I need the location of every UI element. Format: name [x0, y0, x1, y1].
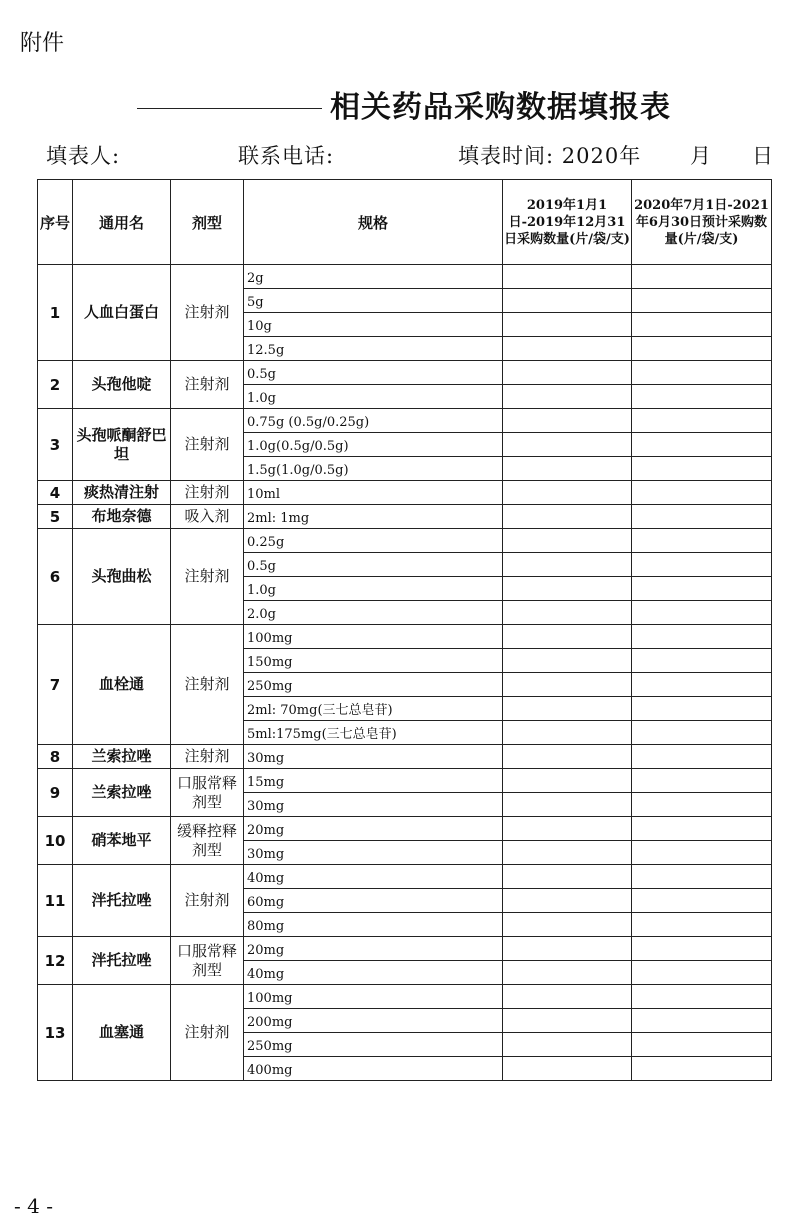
qty-2020-cell[interactable]	[632, 361, 772, 385]
spec-cell: 250mg	[244, 1033, 503, 1057]
drug-name-cell: 血塞通	[73, 985, 171, 1081]
page-title: 相关药品采购数据填报表	[330, 90, 671, 125]
qty-2019-cell[interactable]	[503, 409, 632, 433]
qty-2019-cell[interactable]	[503, 505, 632, 529]
qty-2019-cell[interactable]	[503, 985, 632, 1009]
drug-number-cell: 11	[38, 865, 73, 937]
drug-name-cell: 头孢曲松	[73, 529, 171, 625]
qty-2020-cell[interactable]	[632, 649, 772, 673]
qty-2019-cell[interactable]	[503, 865, 632, 889]
header-spec: 规格	[244, 180, 503, 265]
header-name: 通用名	[73, 180, 171, 265]
qty-2019-cell[interactable]	[503, 961, 632, 985]
spec-cell: 0.75g (0.5g/0.25g)	[244, 409, 503, 433]
dosage-form-cell: 吸入剂	[171, 505, 244, 529]
qty-2019-cell[interactable]	[503, 625, 632, 649]
qty-2020-cell[interactable]	[632, 553, 772, 577]
spec-cell: 30mg	[244, 745, 503, 769]
spec-cell: 5ml:175mg(三七总皂苷)	[244, 721, 503, 745]
qty-2019-cell[interactable]	[503, 841, 632, 865]
qty-2019-cell[interactable]	[503, 913, 632, 937]
qty-2019-cell[interactable]	[503, 649, 632, 673]
table-row	[38, 409, 772, 433]
qty-2020-cell[interactable]	[632, 769, 772, 793]
drug-name-cell: 痰热清注射	[73, 481, 171, 505]
qty-2019-cell[interactable]	[503, 673, 632, 697]
qty-2019-cell[interactable]	[503, 769, 632, 793]
table-row	[38, 505, 772, 529]
header-form: 剂型	[171, 180, 244, 265]
purchase-data-table	[37, 179, 772, 1081]
qty-2020-cell[interactable]	[632, 433, 772, 457]
table-row	[38, 481, 772, 505]
dosage-form-cell: 缓释控释剂型	[171, 817, 244, 865]
drug-name-cell: 血栓通	[73, 625, 171, 745]
qty-2020-cell[interactable]	[632, 745, 772, 769]
qty-2019-cell[interactable]	[503, 553, 632, 577]
drug-number-cell: 8	[38, 745, 73, 769]
qty-2019-cell[interactable]	[503, 577, 632, 601]
qty-2019-cell[interactable]	[503, 481, 632, 505]
spec-cell: 30mg	[244, 793, 503, 817]
spec-cell: 20mg	[244, 817, 503, 841]
drug-name-cell: 头孢哌酮舒巴坦	[73, 409, 171, 481]
qty-2020-cell[interactable]	[632, 577, 772, 601]
qty-2020-cell[interactable]	[632, 1009, 772, 1033]
qty-2020-cell[interactable]	[632, 841, 772, 865]
drug-number-cell: 9	[38, 769, 73, 817]
qty-2020-cell[interactable]	[632, 937, 772, 961]
qty-2019-cell[interactable]	[503, 457, 632, 481]
qty-2020-cell[interactable]	[632, 289, 772, 313]
drug-name-cell: 兰索拉唑	[73, 745, 171, 769]
qty-2020-cell[interactable]	[632, 865, 772, 889]
qty-2020-cell[interactable]	[632, 505, 772, 529]
qty-2020-cell[interactable]	[632, 697, 772, 721]
phone-label: 联系电话:	[238, 144, 335, 168]
annex-label: 附件	[20, 31, 65, 56]
spec-cell: 100mg	[244, 625, 503, 649]
drug-name-cell: 泮托拉唑	[73, 937, 171, 985]
drug-number-cell: 12	[38, 937, 73, 985]
qty-2019-cell[interactable]	[503, 817, 632, 841]
spec-cell: 80mg	[244, 913, 503, 937]
spec-cell: 200mg	[244, 1009, 503, 1033]
qty-2020-cell[interactable]	[632, 385, 772, 409]
drug-name-cell: 硝苯地平	[73, 817, 171, 865]
drug-name-cell: 头孢他啶	[73, 361, 171, 409]
drug-name-cell: 人血白蛋白	[73, 265, 171, 361]
day-label: 日	[752, 144, 774, 168]
table-row	[38, 361, 772, 385]
qty-2019-cell[interactable]	[503, 889, 632, 913]
spec-cell: 1.5g(1.0g/0.5g)	[244, 457, 503, 481]
spec-cell: 10ml	[244, 481, 503, 505]
spec-cell: 60mg	[244, 889, 503, 913]
spec-cell: 5g	[244, 289, 503, 313]
table-row	[38, 817, 772, 841]
qty-2020-cell[interactable]	[632, 913, 772, 937]
dosage-form-cell: 注射剂	[171, 985, 244, 1081]
spec-cell: 0.25g	[244, 529, 503, 553]
qty-2019-cell[interactable]	[503, 313, 632, 337]
spec-cell: 2ml: 70mg(三七总皂苷)	[244, 697, 503, 721]
dosage-form-cell: 注射剂	[171, 481, 244, 505]
dosage-form-cell: 注射剂	[171, 529, 244, 625]
qty-2020-cell[interactable]	[632, 481, 772, 505]
spec-cell: 1.0g	[244, 385, 503, 409]
qty-2020-cell[interactable]	[632, 985, 772, 1009]
title-blank-line	[137, 108, 322, 109]
spec-cell: 10g	[244, 313, 503, 337]
drug-name-cell: 布地奈德	[73, 505, 171, 529]
qty-2020-cell[interactable]	[632, 265, 772, 289]
table-header-row	[38, 180, 772, 265]
qty-2019-cell[interactable]	[503, 793, 632, 817]
dosage-form-cell: 注射剂	[171, 625, 244, 745]
qty-2019-cell[interactable]	[503, 289, 632, 313]
qty-2020-cell[interactable]	[632, 721, 772, 745]
qty-2020-cell[interactable]	[632, 601, 772, 625]
dosage-form-cell: 注射剂	[171, 745, 244, 769]
spec-cell: 400mg	[244, 1057, 503, 1081]
dosage-form-cell: 注射剂	[171, 361, 244, 409]
fill-time-label: 填表时间: 2020年	[458, 144, 642, 168]
table-row	[38, 265, 772, 289]
spec-cell: 150mg	[244, 649, 503, 673]
qty-2019-cell[interactable]	[503, 1033, 632, 1057]
qty-2019-cell[interactable]	[503, 529, 632, 553]
table-body	[38, 265, 772, 1081]
qty-2019-cell[interactable]	[503, 745, 632, 769]
qty-2020-cell[interactable]	[632, 1057, 772, 1081]
page-number: - 4 -	[14, 1194, 53, 1218]
dosage-form-cell: 口服常释剂型	[171, 769, 244, 817]
table-row	[38, 985, 772, 1009]
qty-2020-cell[interactable]	[632, 313, 772, 337]
table-row	[38, 745, 772, 769]
table-row	[38, 865, 772, 889]
qty-2020-cell[interactable]	[632, 457, 772, 481]
qty-2019-cell[interactable]	[503, 385, 632, 409]
drug-number-cell: 10	[38, 817, 73, 865]
dosage-form-cell: 注射剂	[171, 409, 244, 481]
spec-cell: 40mg	[244, 961, 503, 985]
header-2020-planned: 2020年7月1日-2021年6月30日预计采购数量(片/袋/支)	[632, 180, 772, 265]
table-row	[38, 529, 772, 553]
qty-2020-cell[interactable]	[632, 337, 772, 361]
qty-2020-cell[interactable]	[632, 529, 772, 553]
table-row	[38, 625, 772, 649]
spec-cell: 250mg	[244, 673, 503, 697]
qty-2019-cell[interactable]	[503, 937, 632, 961]
drug-number-cell: 1	[38, 265, 73, 361]
drug-number-cell: 7	[38, 625, 73, 745]
month-label: 月	[690, 144, 712, 168]
header-no: 序号	[38, 180, 73, 265]
spec-cell: 2g	[244, 265, 503, 289]
qty-2019-cell[interactable]	[503, 337, 632, 361]
dosage-form-cell: 注射剂	[171, 865, 244, 937]
drug-name-cell: 泮托拉唑	[73, 865, 171, 937]
qty-2020-cell[interactable]	[632, 817, 772, 841]
drug-number-cell: 6	[38, 529, 73, 625]
spec-cell: 2ml: 1mg	[244, 505, 503, 529]
qty-2020-cell[interactable]	[632, 793, 772, 817]
drug-number-cell: 4	[38, 481, 73, 505]
table-row	[38, 937, 772, 961]
spec-cell: 100mg	[244, 985, 503, 1009]
qty-2019-cell[interactable]	[503, 721, 632, 745]
drug-number-cell: 5	[38, 505, 73, 529]
spec-cell: 12.5g	[244, 337, 503, 361]
dosage-form-cell: 口服常释剂型	[171, 937, 244, 985]
qty-2020-cell[interactable]	[632, 889, 772, 913]
drug-number-cell: 2	[38, 361, 73, 409]
spec-cell: 1.0g	[244, 577, 503, 601]
table-row	[38, 769, 772, 793]
spec-cell: 0.5g	[244, 361, 503, 385]
spec-cell: 2.0g	[244, 601, 503, 625]
qty-2020-cell[interactable]	[632, 673, 772, 697]
spec-cell: 40mg	[244, 865, 503, 889]
qty-2020-cell[interactable]	[632, 409, 772, 433]
qty-2019-cell[interactable]	[503, 697, 632, 721]
qty-2019-cell[interactable]	[503, 601, 632, 625]
qty-2020-cell[interactable]	[632, 961, 772, 985]
qty-2020-cell[interactable]	[632, 1033, 772, 1057]
qty-2019-cell[interactable]	[503, 1009, 632, 1033]
spec-cell: 15mg	[244, 769, 503, 793]
filler-label: 填表人:	[46, 144, 121, 168]
spec-cell: 1.0g(0.5g/0.5g)	[244, 433, 503, 457]
qty-2019-cell[interactable]	[503, 433, 632, 457]
drug-number-cell: 13	[38, 985, 73, 1081]
spec-cell: 20mg	[244, 937, 503, 961]
qty-2020-cell[interactable]	[632, 625, 772, 649]
qty-2019-cell[interactable]	[503, 265, 632, 289]
spec-cell: 0.5g	[244, 553, 503, 577]
header-2019-purchase: 2019年1月1日-2019年12月31日采购数量(片/袋/支)	[503, 180, 632, 265]
qty-2019-cell[interactable]	[503, 1057, 632, 1081]
spec-cell: 30mg	[244, 841, 503, 865]
qty-2019-cell[interactable]	[503, 361, 632, 385]
drug-name-cell: 兰索拉唑	[73, 769, 171, 817]
drug-number-cell: 3	[38, 409, 73, 481]
dosage-form-cell: 注射剂	[171, 265, 244, 361]
